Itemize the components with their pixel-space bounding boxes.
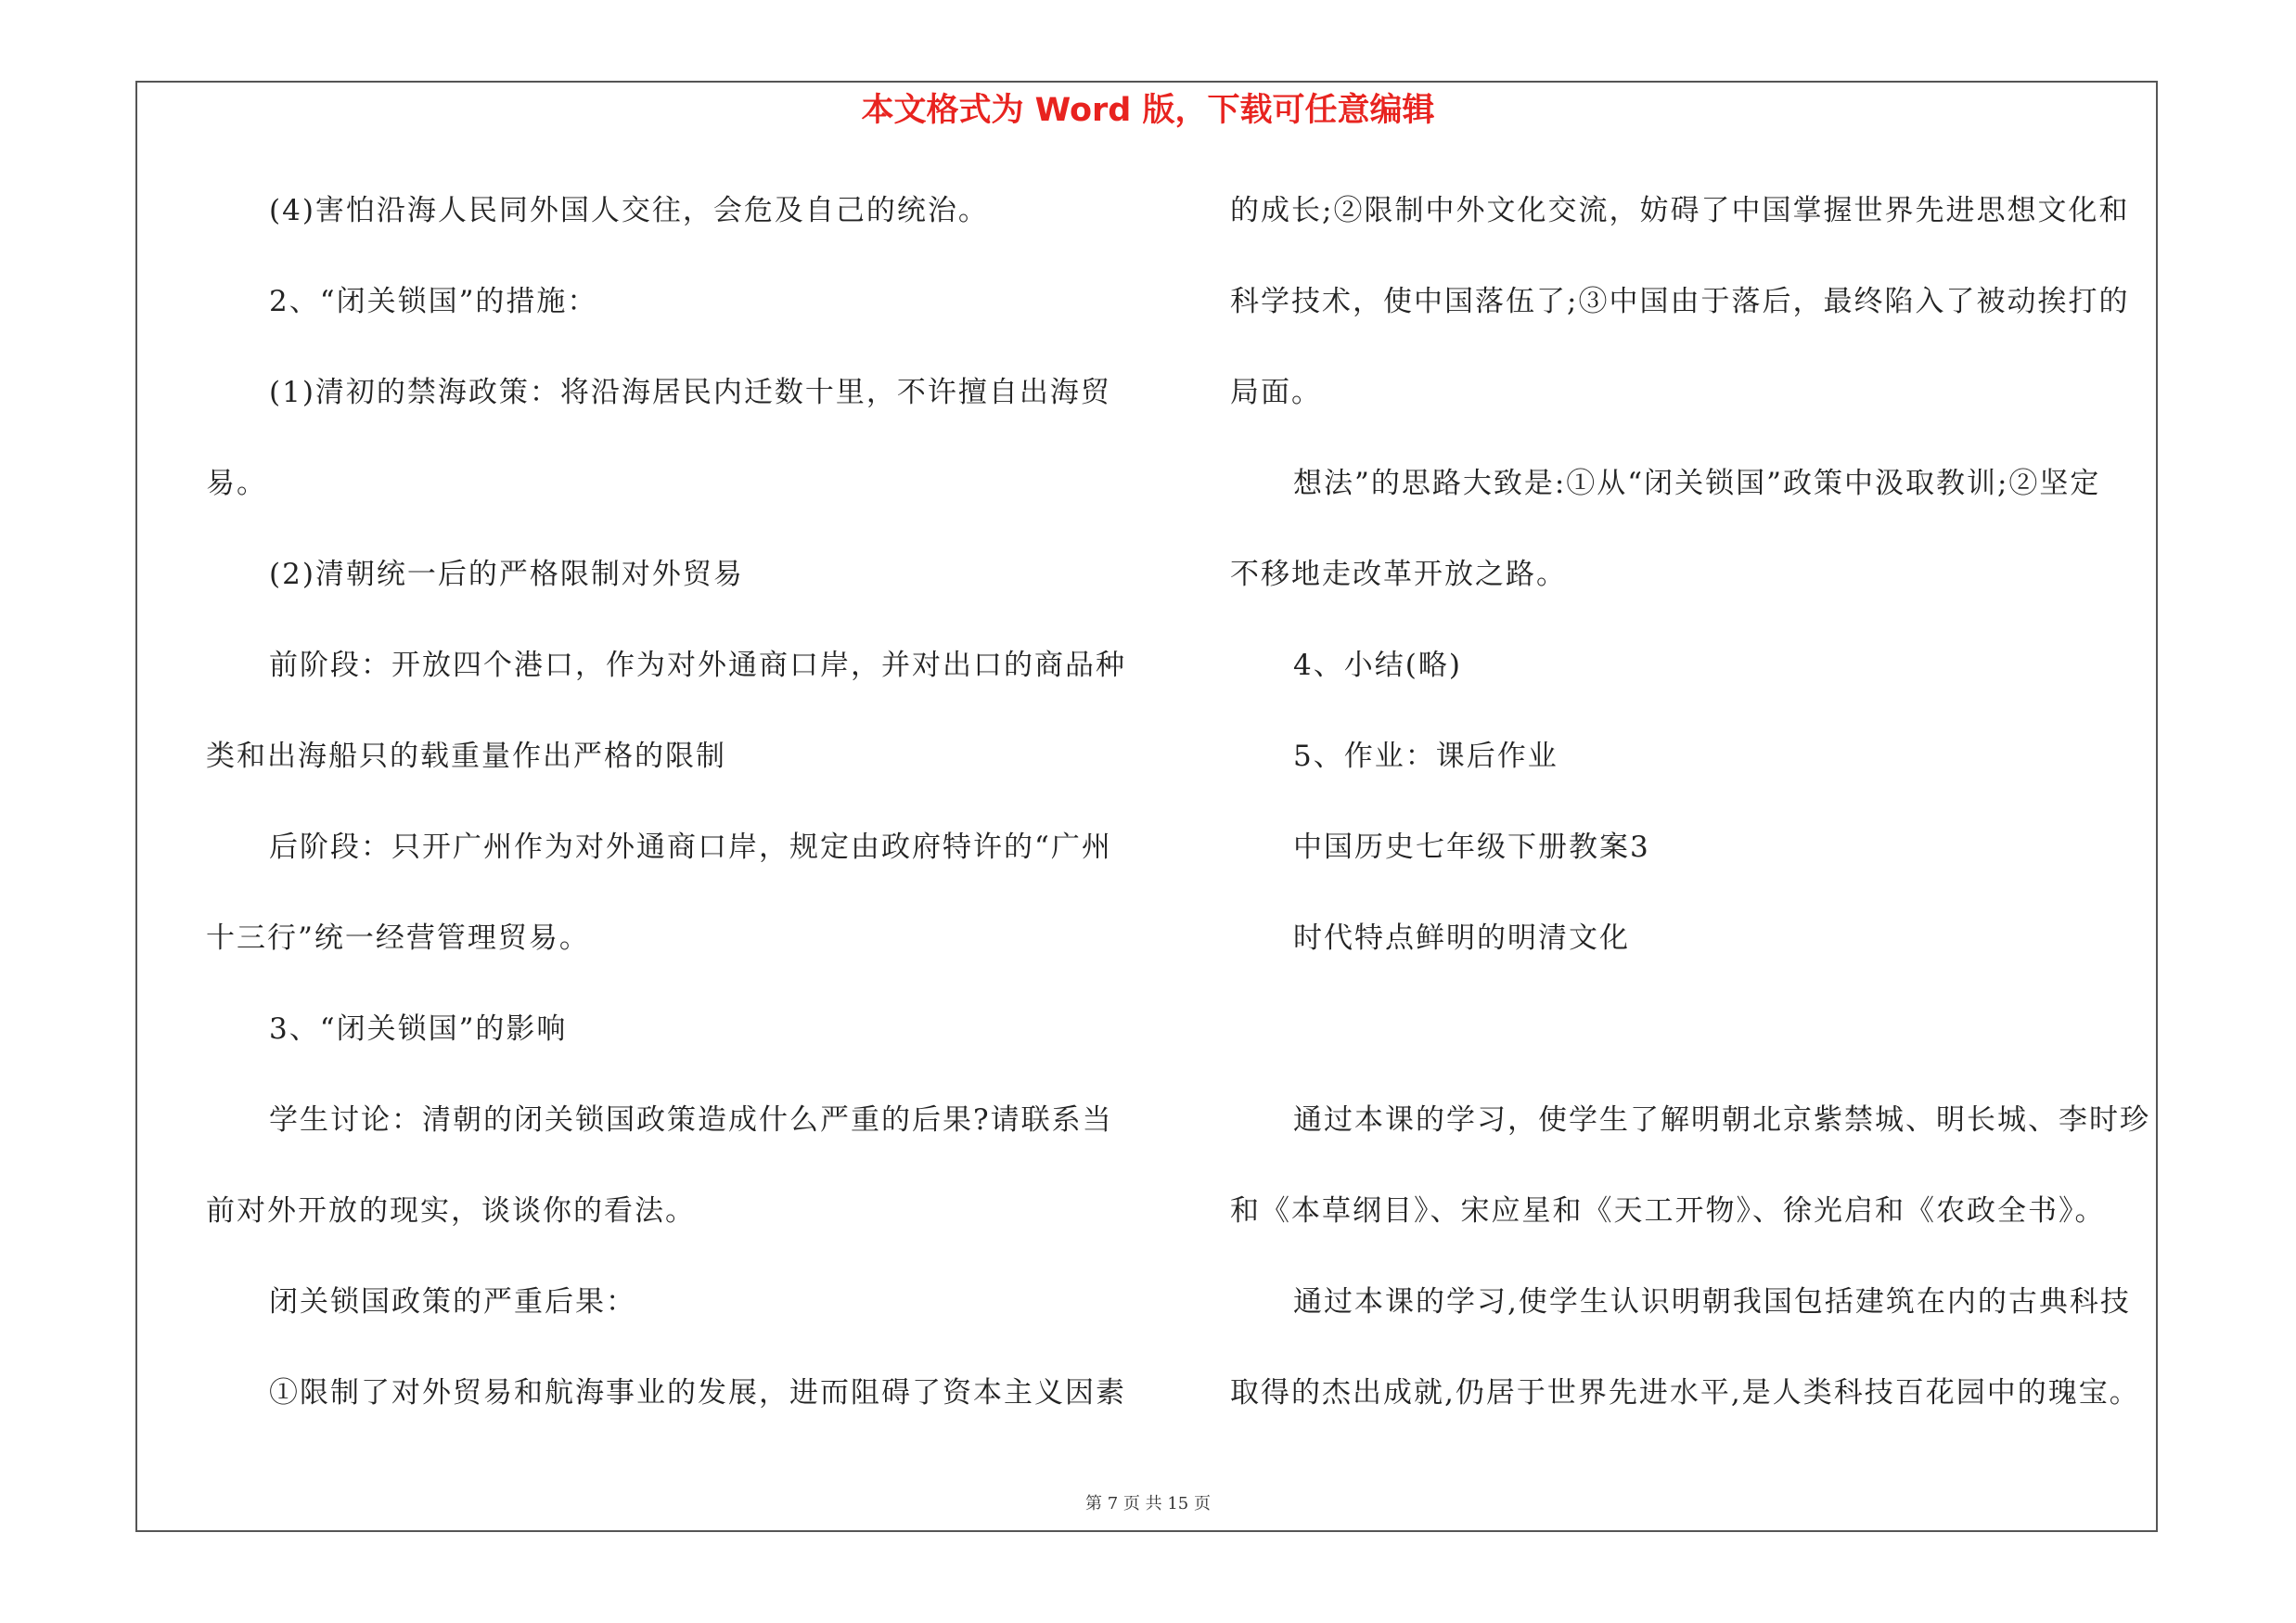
paragraph-line: 十三行”统一经营管理贸易。 [206, 921, 590, 955]
paragraph-line: 前阶段：开放四个港口，作为对外通商口岸，并对出口的商品种 [269, 649, 1126, 682]
paragraph-line: 想法”的思路大致是:①从“闭关锁国”政策中汲取教训;②坚定 [1293, 467, 2101, 500]
lesson-subtitle: 时代特点鲜明的明清文化 [1293, 921, 1630, 955]
paragraph-line: 通过本课的学习，使学生了解明朝北京紫禁城、明长城、李时珍 [1293, 1103, 2150, 1137]
paragraph-line: (2)清朝统一后的严格限制对外贸易 [269, 558, 744, 591]
paragraph-line: 不移地走改革开放之路。 [1230, 558, 1567, 591]
paragraph-line: 通过本课的学习,使学生认识明朝我国包括建筑在内的古典科技 [1293, 1285, 2131, 1319]
paragraph-line: 闭关锁国政策的严重后果： [269, 1285, 636, 1319]
paragraph-line: 局面。 [1230, 376, 1322, 409]
paragraph-line: 学生讨论：清朝的闭关锁国政策造成什么严重的后果?请联系当 [269, 1103, 1113, 1137]
paragraph-line: ①限制了对外贸易和航海事业的发展，进而阻碍了资本主义因素 [269, 1376, 1126, 1410]
paragraph-line: 易。 [206, 467, 267, 500]
section-heading: 2、“闭关锁国”的措施： [269, 285, 598, 318]
paragraph-line: 科学技术，使中国落伍了;③中国由于落后，最终陷入了被动挨打的 [1230, 285, 2130, 318]
paragraph-line: (4)害怕沿海人民同外国人交往，会危及自己的统治。 [269, 194, 989, 227]
paragraph-line: 和《本草纲目》、宋应星和《天工开物》、徐光启和《农政全书》。 [1230, 1194, 2106, 1228]
paragraph-line: 类和出海船只的载重量作出严格的限制 [206, 740, 726, 773]
section-heading: 5、作业：课后作业 [1293, 740, 1558, 773]
paragraph-line: 后阶段：只开广州作为对外通商口岸，规定由政府特许的“广州 [269, 831, 1112, 864]
paragraph-line: 取得的杰出成就,仍居于世界先进水平,是人类科技百花园中的瑰宝。 [1230, 1376, 2140, 1410]
format-banner: 本文格式为 Word 版，下载可任意编辑 [861, 92, 1435, 129]
lesson-title: 中国历史七年级下册教案3 [1293, 831, 1650, 864]
section-heading: 3、“闭关锁国”的影响 [269, 1012, 568, 1046]
paragraph-line: 前对外开放的现实，谈谈你的看法。 [206, 1194, 696, 1228]
section-heading: 4、小结(略) [1293, 649, 1462, 682]
page-number: 第 7 页 共 15 页 [1085, 1494, 1211, 1514]
paragraph-line: 的成长;②限制中外文化交流，妨碍了中国掌握世界先进思想文化和 [1230, 194, 2130, 227]
paragraph-line: (1)清初的禁海政策：将沿海居民内迁数十里，不许擅自出海贸 [269, 376, 1111, 409]
